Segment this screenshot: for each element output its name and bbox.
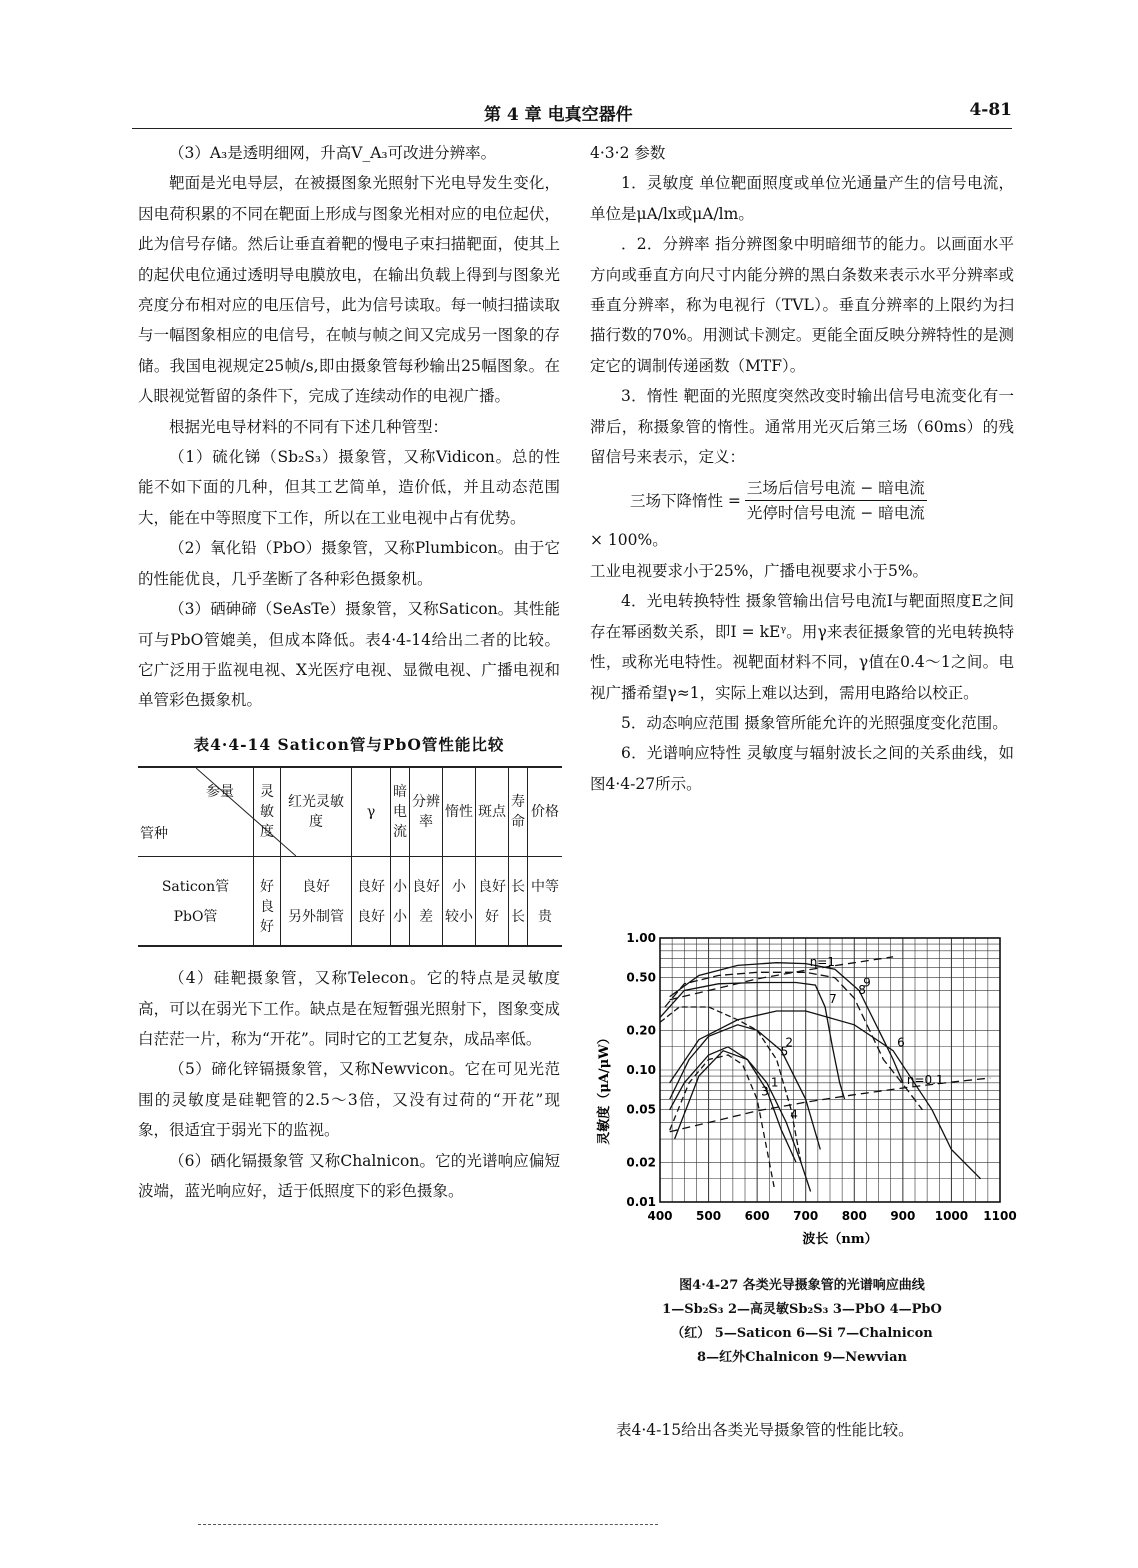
paragraph: ．2．分辨率 指分辨图象中明暗细节的能力。以画面水平方向或垂直方向尺寸内能分辨的黑白条数来表示水平分辨率或垂直分辨率，称为电视行（TVL）。垂直分辨率的上限约为扫描行数的70%。用测试卡测定。更能全面反映分辨特性的是测定它的调制传递函数（MTF）。 bbox=[590, 235, 1014, 375]
equation-fraction bbox=[745, 476, 927, 525]
x-tick-label: 500 bbox=[696, 1209, 722, 1223]
series-label: 9 bbox=[863, 975, 871, 990]
y-tick-label: 0.20 bbox=[626, 1023, 656, 1038]
table-cell: 好 bbox=[476, 897, 509, 946]
table-cell: 差 bbox=[410, 897, 443, 946]
series-label: 2 bbox=[785, 1035, 794, 1050]
series-line bbox=[660, 983, 845, 1100]
series-label: 4 bbox=[790, 1107, 798, 1122]
paragraph: 6．光谱响应特性 灵敏度与辐射波长之间的关系曲线，如图4·4-27所示。 bbox=[590, 744, 1014, 793]
figure-caption bbox=[590, 1274, 1014, 1370]
figure-legend-line: 8—红外Chalnicon 9—Newvian bbox=[697, 1350, 907, 1365]
header-cell: 惰性 bbox=[443, 767, 476, 857]
paragraph: 根据光电导材料的不同有下述几种管型： bbox=[169, 417, 449, 436]
paragraph: （2）氧化铅（PbO）摄象管，又称Plumbicon。由于它的性能优良，几乎垄断了各种彩色摄象机。 bbox=[138, 539, 560, 588]
x-axis-label: 波长（nm） bbox=[802, 1232, 878, 1247]
series-label: 3 bbox=[761, 1084, 769, 1099]
y-tick-label: 0.02 bbox=[626, 1155, 656, 1170]
y-tick-label: 0.05 bbox=[626, 1102, 656, 1117]
footer-rule bbox=[198, 1524, 658, 1525]
header-cell: 寿命 bbox=[509, 767, 528, 857]
paragraph: （6）硒化镉摄象管 又称Chalnicon。它的光谱响应偏短波端，蓝光响应好，适于低照度下的彩色摄象。 bbox=[138, 1151, 560, 1200]
header-cell: 价格 bbox=[528, 767, 563, 857]
y-axis-label: 灵敏度（μA/μW） bbox=[597, 1031, 612, 1145]
table-corner-cell bbox=[138, 767, 254, 857]
table-header-row bbox=[138, 767, 562, 857]
paragraph: 3．惰性 靶面的光照度突然改变时输出信号电流变化有一滞后，称摄象管的惰性。通常用光灭后第三场（60ms）的残留信号来表示，定义： bbox=[590, 387, 1014, 467]
table-cell: 良好 bbox=[281, 857, 352, 898]
series-line bbox=[670, 1055, 774, 1187]
running-header bbox=[132, 98, 1012, 129]
table-cell: 好 bbox=[254, 857, 281, 898]
table-cell: 中等 bbox=[528, 857, 563, 898]
table-cell: 良好 bbox=[410, 857, 443, 898]
equation-numerator: 三场后信号电流 − 暗电流 bbox=[745, 476, 927, 501]
series-label: 1 bbox=[770, 1075, 779, 1090]
table-cell: 小 bbox=[443, 857, 476, 898]
inertia-equation bbox=[630, 476, 1014, 525]
table-cell: 贵 bbox=[528, 897, 563, 946]
table-cell: 小 bbox=[391, 897, 410, 946]
y-tick-label: 0.50 bbox=[626, 970, 656, 985]
x-tick-label: 800 bbox=[841, 1209, 867, 1223]
corner-top-label: 参量 bbox=[206, 784, 234, 801]
header-cell: 分辨率 bbox=[410, 767, 443, 857]
y-tick-label: 0.10 bbox=[626, 1063, 656, 1077]
chapter-title: 第 4 章 电真空器件 bbox=[484, 105, 633, 125]
series-label: η=0.1 bbox=[906, 1073, 944, 1088]
table-cell: 良好 bbox=[476, 857, 509, 898]
paragraph: 工业电视要求小于25%，广播电视要求小于5%。 bbox=[590, 561, 929, 580]
paragraph: 1．灵敏度 单位靶面照度或单位光通量产生的信号电流，单位是μA/lx或μA/lm。 bbox=[590, 174, 1014, 223]
paragraph: （3）硒砷碲（SeAsTe）摄象管，又称Saticon。其性能可与PbO管媲美，但成本降低。表4·4-14给出二者的比较。它广泛用于监视电视、X光医疗电视、显微电视、广播电视和单管彩色摄象机。 bbox=[138, 600, 560, 710]
header-cell: 斑点 bbox=[476, 767, 509, 857]
header-cell: 暗电流 bbox=[391, 767, 410, 857]
x-tick-label: 1100 bbox=[983, 1209, 1017, 1223]
header-cell: 灵敏度 bbox=[254, 767, 281, 857]
equation-tail: × 100%。 bbox=[590, 531, 668, 550]
page-number: 4-81 bbox=[969, 100, 1012, 120]
table-row bbox=[138, 857, 562, 898]
left-column bbox=[138, 138, 560, 1206]
y-tick-label: 1.00 bbox=[626, 931, 656, 945]
chart-grid bbox=[660, 938, 1000, 1202]
paragraph: （1）硫化锑（Sb₂S₃）摄象管，又称Vidicon。总的性能不如下面的几种，但其工艺简单，造价低，并且动态范围大，能在中等照度下工作，所以在工业电视中占有优势。 bbox=[138, 448, 560, 527]
header-cell: 红光灵敏度 bbox=[281, 767, 352, 857]
x-tick-label: 1000 bbox=[934, 1209, 969, 1223]
series-label: 8 bbox=[858, 983, 866, 998]
series-label: 7 bbox=[829, 992, 837, 1007]
paragraph: （4）硅靶摄象管，又称Telecon。它的特点是灵敏度高，可以在弱光下工作。缺点是在短暂强光照射下，图象变成白茫茫一片，称为“开花”。同时它的工艺复杂，成品率低。 bbox=[138, 969, 560, 1048]
paragraph: 靶面是光电导层，在被摄图象光照射下光电导发生变化，因电荷积累的不同在靶面上形成与图象光相对应的电位起伏，此为信号存储。然后让垂直着靶的慢电子束扫描靶面，使其上的起伏电位通过透明导电膜放电，在输出负载上得到与图象光亮度分布相对应的电压信号，此为信号读取。每一帧扫描读取与一幅图象相应的电信号，在帧与帧之间又完成另一图象的存储。我国电视规定25帧/s,即由摄象管每秒输出25幅图象。在人眼视觉暂留的条件下，完成了连续动作的电视广播。 bbox=[138, 174, 560, 406]
x-tick-label: 700 bbox=[793, 1209, 819, 1223]
right-column bbox=[590, 138, 1014, 799]
y-tick-label: 0.01 bbox=[626, 1195, 656, 1209]
series-line bbox=[670, 1011, 981, 1179]
table-cell: Saticon管 bbox=[161, 879, 230, 896]
series-label: 5 bbox=[780, 1044, 789, 1059]
corner-bottom-label: 管种 bbox=[140, 826, 168, 843]
section-heading: 4·3·2 参数 bbox=[590, 144, 666, 162]
figure-legend-line: 1—Sb₂S₃ 2—高灵敏Sb₂S₃ 3—PbO 4—PbO bbox=[662, 1302, 942, 1317]
paragraph: （5）碲化锌镉摄象管，又称Newvicon。它在可见光范围的灵敏度是硅靶管的2.5～3倍，又没有过荷的“开花”现象，很适宜于弱光下的监视。 bbox=[138, 1060, 560, 1140]
table-cell: 长 bbox=[509, 897, 528, 946]
x-tick-label: 600 bbox=[744, 1209, 770, 1223]
series-label: 6 bbox=[897, 1035, 905, 1050]
paragraph: 4．光电转换特性 摄象管输出信号电流I与靶面照度E之间存在幂函数关系，即I = kEᵞ。用γ来表征摄象管的光电转换特性，或称光电特性。视靶面材料不同，γ值在0.4～1之间。电视广播希望γ≈1，实际上难以达到，需用电路给以校正。 bbox=[590, 592, 1014, 702]
table-cell: 另外制管 bbox=[281, 897, 352, 946]
equation-denominator: 光停时信号电流 − 暗电流 bbox=[746, 504, 925, 523]
table-cell: 长 bbox=[509, 857, 528, 898]
figure-legend-line: （红） 5—Saticon 6—Si 7—Chalnicon bbox=[671, 1326, 933, 1341]
x-tick-label: 400 bbox=[647, 1209, 673, 1223]
header-cell: γ bbox=[352, 767, 391, 857]
table-cell: 小 bbox=[391, 857, 410, 898]
table-caption: 表4·4-14 Saticon管与PbO管性能比较 bbox=[193, 734, 505, 754]
table-row bbox=[138, 897, 562, 946]
spectral-response-chart bbox=[590, 918, 1020, 1268]
paragraph: 5．动态响应范围 摄象管所能允许的光照强度变化范围。 bbox=[621, 713, 1008, 732]
table-cell: 良好 bbox=[352, 897, 391, 946]
series-label: η=1 bbox=[809, 955, 836, 970]
chart-labels bbox=[761, 955, 943, 1121]
figure-title: 图4·4-27 各类光导摄象管的光谱响应曲线 bbox=[679, 1278, 925, 1293]
table-cell: 良好 bbox=[352, 857, 391, 898]
x-tick-label: 900 bbox=[890, 1209, 916, 1223]
table-cell: PbO管 bbox=[173, 909, 218, 926]
table-cell: 良好 bbox=[254, 897, 281, 946]
paragraph: （3）A₃是透明细网，升高V_A₃可改进分辨率。 bbox=[169, 144, 497, 162]
comparison-table bbox=[138, 766, 562, 947]
table-cell: 较小 bbox=[443, 897, 476, 946]
equation-lhs: 三场下降惰性 = bbox=[630, 491, 741, 510]
paragraph: 表4·4-15给出各类光导摄象管的性能比较。 bbox=[616, 1420, 914, 1439]
